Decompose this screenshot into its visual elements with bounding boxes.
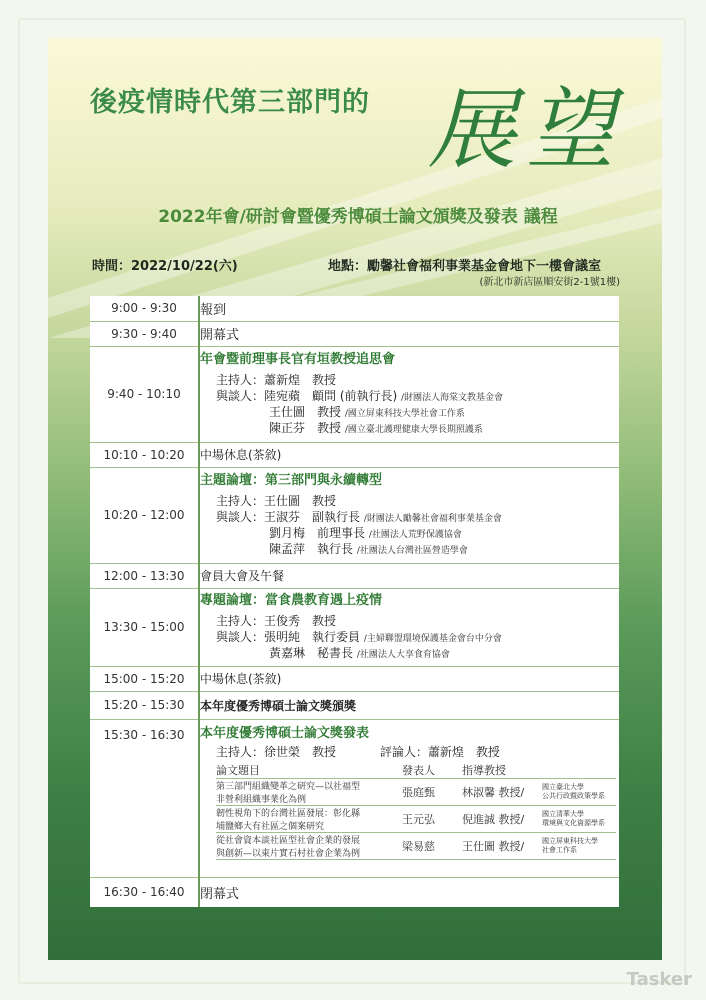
table-row — [90, 691, 619, 719]
col-advisor: 指導教授 — [462, 762, 616, 779]
host: 主持人：蕭新煌 教授 — [216, 373, 337, 387]
session-heading: 本年度優秀博碩士論文獎發表 — [200, 725, 370, 741]
paper-advisor: 倪進誠 教授/ — [462, 805, 542, 832]
time-cell: 16:30 - 16:40 — [90, 877, 199, 907]
session-label: 中場休息(茶敘) — [199, 442, 619, 467]
table-row — [90, 467, 619, 563]
session-label: 會員大會及午餐 — [199, 563, 619, 588]
event-address: (新北市新店區順安街2-1號1樓) — [479, 277, 620, 288]
time-cell: 9:30 - 9:40 — [90, 321, 199, 346]
host: 主持人：王仕圖 教授 — [216, 494, 337, 508]
session-detail — [199, 346, 619, 442]
table-row — [90, 346, 619, 442]
time-cell: 10:10 - 10:20 — [90, 442, 199, 467]
paper-row — [216, 832, 616, 859]
panelist: 陳孟萍 執行長 /社團法人台灣社區營造學會 — [269, 542, 468, 556]
reviewer: 評論人：蕭新煌 教授 — [379, 744, 500, 759]
panelist: 劉月梅 前理事長 /社團法人荒野保護協會 — [269, 526, 462, 540]
time-cell: 15:20 - 15:30 — [90, 691, 199, 719]
advisor-org: 國立清華大學 環境與文化資源學系 — [542, 805, 616, 832]
advisor-org: 國立屏東科技大學 社會工作系 — [542, 832, 616, 859]
paper-title: 從社會資本談社區型社會企業的發展 與創新—以東片實石村社會企業為例 — [216, 832, 402, 859]
session-detail — [199, 588, 619, 666]
paper-presenter: 梁易慈 — [402, 832, 462, 859]
host: 主持人：王俊秀 教授 — [216, 614, 337, 628]
panelist: 陳正芬 教授 /國立臺北護理健康大學長期照護系 — [269, 421, 483, 435]
table-row — [90, 588, 619, 666]
title-main: 後疫情時代第三部門的 — [90, 87, 370, 118]
session-detail — [199, 467, 619, 563]
col-topic: 論文題目 — [216, 762, 402, 779]
table-row — [90, 666, 619, 691]
panelist: 與談人：張明純 執行委員 /主婦聯盟環境保護基金會台中分會 — [216, 630, 502, 644]
paper-table — [216, 762, 616, 860]
session-label: 報到 — [199, 296, 619, 321]
watermark: Tasker — [626, 969, 692, 990]
session-heading: 本年度優秀博碩士論文獎頒獎 — [199, 691, 619, 719]
table-row — [90, 563, 619, 588]
time-cell: 15:30 - 16:30 — [90, 719, 199, 877]
advisor-org: 國立臺北大學 公共行政暨政策學系 — [542, 778, 616, 805]
poster — [48, 38, 662, 960]
session-heading: 主題論壇：第三部門與永續轉型 — [200, 473, 383, 488]
subtitle: 2022年會/研討會暨優秀博碩士論文頒獎及發表 議程 — [158, 207, 558, 227]
paper-row — [216, 778, 616, 805]
table-row — [90, 877, 619, 907]
time-cell: 12:00 - 13:30 — [90, 563, 199, 588]
paper-header — [216, 762, 616, 779]
session-heading: 年會暨前理事長官有垣教授追思會 — [200, 352, 396, 367]
table-row — [90, 296, 619, 321]
host-reviewer — [200, 744, 619, 760]
host: 主持人：徐世榮 教授 — [216, 744, 337, 759]
table-row — [90, 719, 619, 877]
session-heading: 專題論壇：當食農教育遇上疫情 — [200, 593, 383, 608]
event-place: 地點：勵馨社會福利事業基金會地下一樓會議室 — [328, 259, 602, 274]
panelist: 黃嘉琳 秘書長 /社團法人大享食育協會 — [269, 646, 450, 660]
time-cell: 10:20 - 12:00 — [90, 467, 199, 563]
time-cell: 9:00 - 9:30 — [90, 296, 199, 321]
session-label: 閉幕式 — [200, 886, 240, 902]
table-row — [90, 321, 619, 346]
session-label: 中場休息(茶敘) — [199, 666, 619, 691]
paper-title: 第三部門組織變革之研究—以社福型 非營利組織事業化為例 — [216, 778, 402, 805]
paper-advisor: 王仕圖 教授/ — [462, 832, 542, 859]
paper-presenter: 王元弘 — [402, 805, 462, 832]
paper-title: 韌性視角下的台灣社區發展：彰化縣 埔鹽鄉大有社區之個案研究 — [216, 805, 402, 832]
time-cell: 9:40 - 10:10 — [90, 346, 199, 442]
session-label: 開幕式 — [199, 321, 619, 346]
panelist: 與談人：陸宛蘋 顧問 (前執行長) /財團法人海棠文教基金會 — [216, 389, 504, 403]
col-presenter: 發表人 — [402, 762, 462, 779]
table-row — [90, 442, 619, 467]
paper-presenter: 張庭甄 — [402, 778, 462, 805]
schedule-table — [90, 296, 619, 907]
panelist: 王仕圖 教授 /國立屏東科技大學社會工作系 — [269, 405, 465, 419]
title-big: 展望 — [428, 78, 625, 181]
paper-row — [216, 805, 616, 832]
time-cell: 15:00 - 15:20 — [90, 666, 199, 691]
time-cell: 13:30 - 15:00 — [90, 588, 199, 666]
event-time: 時間：2022/10/22(六) — [92, 259, 238, 274]
paper-advisor: 林淑馨 教授/ — [462, 778, 542, 805]
panelist: 與談人：王淑芬 副執行長 /財團法人勵馨社會福利事業基金會 — [216, 510, 502, 524]
session-detail — [199, 719, 619, 877]
